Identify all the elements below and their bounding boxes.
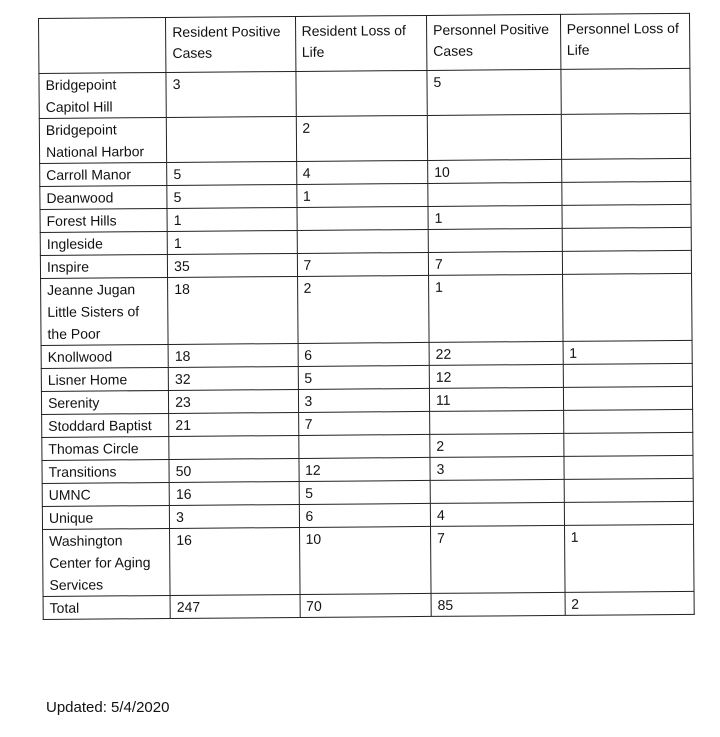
resident-loss-cell: 1 (296, 183, 428, 207)
facility-name: Ingleside (40, 231, 167, 255)
personnel-loss-cell (561, 158, 691, 182)
resident-loss-cell: 12 (298, 457, 430, 481)
table-row (41, 273, 693, 345)
personnel-positive-cell (430, 479, 564, 503)
resident-loss-cell: 7 (298, 411, 430, 435)
personnel-loss-cell (561, 68, 691, 114)
personnel-loss-cell (563, 409, 693, 433)
personnel-positive-cell: 12 (429, 364, 563, 388)
header-personnel-loss-of-life: Personnel Loss of Life (560, 13, 690, 69)
resident-loss-cell: 3 (298, 388, 430, 412)
resident-loss-cell: 2 (296, 115, 428, 161)
personnel-positive-cell: 5 (427, 69, 561, 115)
personnel-positive-cell (428, 228, 562, 252)
facility-name: Unique (42, 505, 169, 529)
resident-positive-cell (169, 435, 299, 459)
facility-name: Knollwood (41, 344, 168, 368)
personnel-positive-cell: 7 (430, 525, 564, 593)
personnel-positive-cell (428, 182, 562, 206)
facility-name: Serenity (41, 390, 168, 414)
facility-cases-table (38, 13, 695, 620)
resident-positive-cell: 1 (167, 207, 297, 231)
facility-name: Washington Center for Aging Services (43, 528, 171, 596)
table-row (43, 524, 695, 596)
resident-loss-cell: 4 (296, 160, 428, 184)
facility-name: Forest Hills (40, 208, 167, 232)
resident-positive-cell: 3 (170, 504, 300, 528)
personnel-loss-cell: 1 (564, 524, 694, 592)
table-row (39, 68, 690, 118)
facility-name: Deanwood (40, 185, 167, 209)
total-resident-positive: 247 (170, 594, 300, 618)
resident-positive-cell (166, 116, 296, 162)
facility-name: UMNC (42, 482, 169, 506)
resident-positive-cell: 21 (169, 412, 299, 436)
personnel-positive-cell: 10 (428, 159, 562, 183)
personnel-positive-cell (430, 410, 564, 434)
facility-name: Jeanne Jugan Little Sisters of the Poor (41, 277, 169, 345)
facility-name: Thomas Circle (42, 436, 169, 460)
resident-loss-cell: 7 (297, 252, 429, 276)
resident-positive-cell: 32 (168, 366, 298, 390)
facility-name: Bridgepoint Capitol Hill (39, 72, 167, 118)
resident-positive-cell: 1 (167, 230, 297, 254)
resident-loss-cell: 6 (298, 342, 430, 366)
resident-positive-cell: 16 (169, 481, 299, 505)
personnel-positive-cell (427, 114, 561, 160)
facility-name: Carroll Manor (40, 162, 167, 186)
personnel-loss-cell (563, 386, 693, 410)
resident-positive-cell: 50 (169, 458, 299, 482)
personnel-loss-cell: 1 (563, 340, 693, 364)
resident-loss-cell (296, 206, 428, 230)
facility-name: Lisner Home (41, 367, 168, 391)
resident-positive-cell: 35 (168, 253, 298, 277)
resident-positive-cell: 5 (167, 161, 297, 185)
resident-positive-cell: 18 (168, 276, 298, 344)
resident-loss-cell (298, 434, 430, 458)
personnel-loss-cell (562, 227, 692, 251)
resident-positive-cell: 5 (167, 184, 297, 208)
personnel-positive-cell: 2 (430, 433, 564, 457)
resident-loss-cell: 2 (297, 275, 429, 343)
personnel-positive-cell: 1 (429, 274, 563, 342)
personnel-positive-cell: 4 (430, 502, 564, 526)
personnel-loss-cell (562, 273, 692, 341)
header-resident-loss-of-life: Resident Loss of Life (295, 15, 427, 71)
personnel-loss-cell (562, 204, 692, 228)
table-total-row (43, 591, 694, 619)
header-facility (39, 17, 167, 73)
personnel-positive-cell: 11 (429, 387, 563, 411)
personnel-loss-cell (564, 455, 694, 479)
resident-loss-cell: 6 (299, 503, 431, 527)
personnel-loss-cell (564, 478, 694, 502)
resident-loss-cell: 10 (299, 526, 431, 594)
table-row (39, 113, 690, 163)
facility-name: Bridgepoint National Harbor (39, 117, 167, 163)
header-personnel-positive-cases: Personnel Positive Cases (426, 14, 560, 70)
personnel-loss-cell (563, 363, 693, 387)
total-personnel-positive: 85 (431, 592, 565, 616)
personnel-loss-cell (563, 432, 693, 456)
resident-positive-cell: 18 (168, 343, 298, 367)
personnel-positive-cell: 1 (428, 205, 562, 229)
total-resident-loss: 70 (300, 593, 432, 617)
personnel-positive-cell: 22 (429, 341, 563, 365)
resident-loss-cell: 5 (299, 480, 431, 504)
header-resident-positive-cases: Resident Positive Cases (166, 16, 296, 72)
personnel-positive-cell: 3 (430, 456, 564, 480)
facility-name: Inspire (40, 254, 167, 278)
facility-name: Stoddard Baptist (42, 413, 169, 437)
facility-name: Transitions (42, 459, 169, 483)
resident-positive-cell: 3 (166, 71, 296, 117)
resident-positive-cell: 23 (169, 389, 299, 413)
resident-loss-cell (297, 229, 429, 253)
personnel-loss-cell (562, 250, 692, 274)
personnel-loss-cell (561, 181, 691, 205)
resident-loss-cell (295, 70, 427, 116)
total-label: Total (43, 595, 170, 619)
resident-positive-cell: 16 (170, 527, 300, 595)
personnel-positive-cell: 7 (428, 251, 562, 275)
total-personnel-loss: 2 (565, 591, 695, 615)
personnel-loss-cell (561, 113, 691, 159)
personnel-loss-cell (564, 501, 694, 525)
table-header-row (39, 13, 690, 73)
resident-loss-cell: 5 (298, 365, 430, 389)
updated-date: Updated: 5/4/2020 (46, 699, 170, 716)
